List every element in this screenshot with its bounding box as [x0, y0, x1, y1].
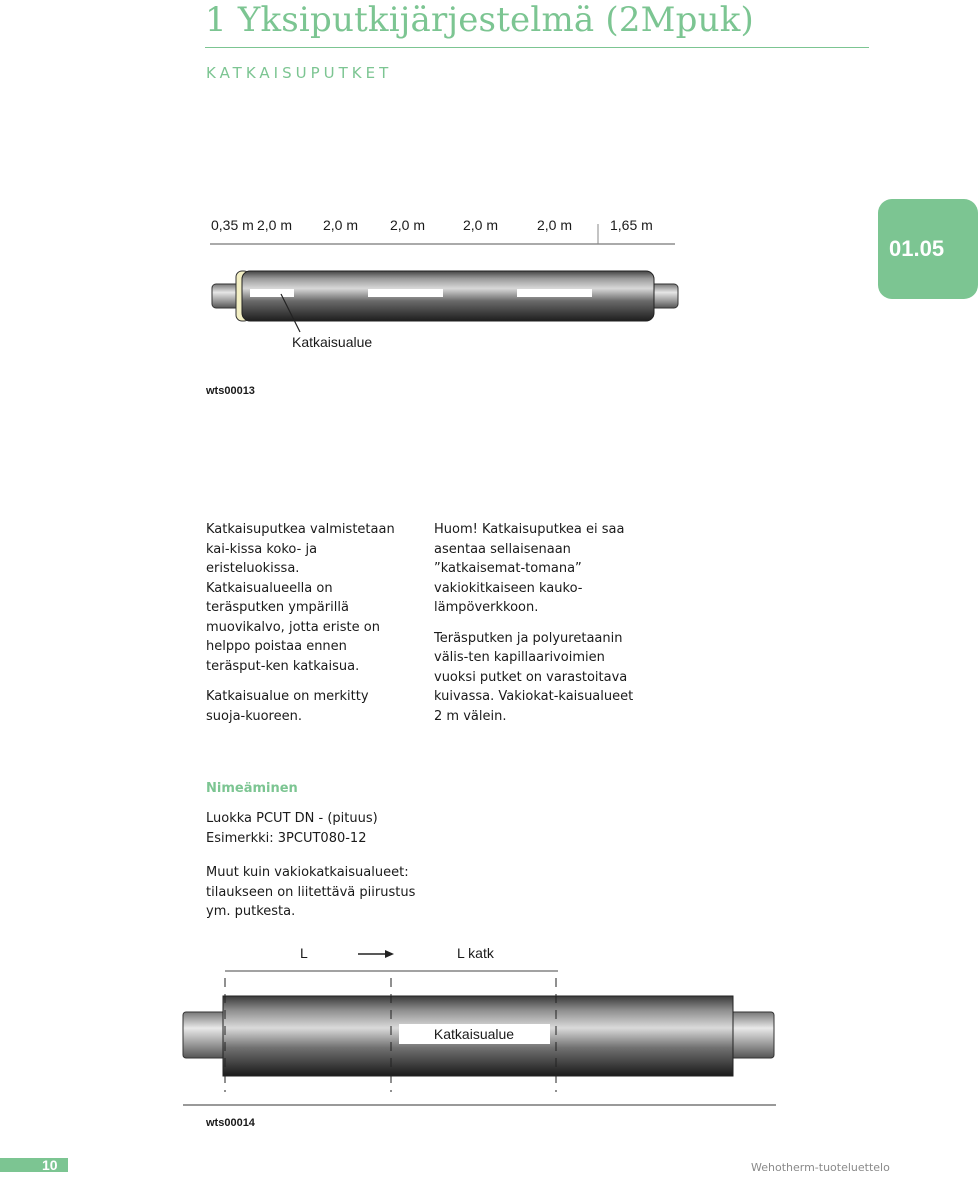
figure-code-1: wts00013	[206, 385, 255, 397]
text-column-right	[434, 520, 644, 737]
cut-zone-marker-1	[250, 289, 294, 297]
segment-label-7: 1,65 m	[610, 217, 653, 233]
text-column-left	[206, 520, 406, 737]
naming-heading: Nimeäminen	[206, 781, 298, 796]
section-subtitle: KATKAISUPUTKET	[206, 64, 393, 82]
right-paragraph-1: Huom! Katkaisuputkea ei saa asentaa sellaisenaan ”katkaisemat-tomana” vakiokitkaiseen kauko-lämpöverkkoon.	[434, 522, 625, 615]
page-title: 1 Yksiputkijärjestelmä (2Mpuk)	[205, 0, 755, 40]
length-label-lkatk: L katk	[457, 945, 494, 961]
right-paragraph-2: Teräsputken ja polyuretaanin välis-ten kapillaarivoimien vuoksi putket on varastoitava kuivassa. Vakiokat-kaisualueet 2 m välein.	[434, 630, 634, 724]
arrow-head-icon	[385, 950, 394, 958]
segment-label-5: 2,0 m	[463, 217, 499, 233]
length-label-l: L	[300, 945, 308, 961]
left-paragraph-2: Katkaisualue on merkitty suoja-kuoreen.	[206, 689, 369, 724]
casing-pipe	[242, 271, 654, 321]
pipe-figure-2	[0, 930, 960, 1140]
segment-label-6: 2,0 m	[537, 217, 573, 233]
cut-zone-marker-3	[517, 289, 592, 297]
cut-zone-marker-2	[368, 289, 443, 297]
segment-label-3: 2,0 m	[323, 217, 359, 233]
segment-label-2: 2,0 m	[257, 217, 293, 233]
segment-label-4: 2,0 m	[390, 217, 426, 233]
cut-zone-label: Katkaisualue	[433, 1026, 515, 1042]
footer-brand: Wehotherm-tuoteluettelo	[751, 1161, 890, 1174]
naming-line-5: ym. putkesta.	[206, 904, 296, 919]
page-number: 10	[42, 1157, 58, 1173]
naming-line-4: tilaukseen on liitettävä piirustus	[206, 884, 416, 900]
steel-pipe-end-left-2	[183, 1012, 229, 1058]
naming-block	[206, 809, 506, 922]
naming-line-3: Muut kuin vakiokatkaisualueet:	[206, 865, 409, 880]
naming-line-1: Luokka PCUT DN - (pituus)	[206, 811, 378, 826]
section-tab-label: 01.05	[889, 236, 945, 261]
figure-code-2: wts00014	[206, 1117, 255, 1129]
steel-pipe-end-right-2	[728, 1012, 774, 1058]
left-paragraph-1: Katkaisuputkea valmistetaan kai-kissa koko- ja eristeluokissa. Katkaisualueella on teräsputken ympärillä muovikalvo, jotta eriste on helppo poistaa ennen teräsput-ken katkaisua.	[206, 522, 395, 674]
callout-label: Katkaisualue	[292, 334, 373, 350]
naming-line-2: Esimerkki: 3PCUT080-12	[206, 830, 367, 846]
segment-label-1: 0,35 m	[211, 217, 254, 233]
pipe-figure-1	[0, 0, 960, 397]
